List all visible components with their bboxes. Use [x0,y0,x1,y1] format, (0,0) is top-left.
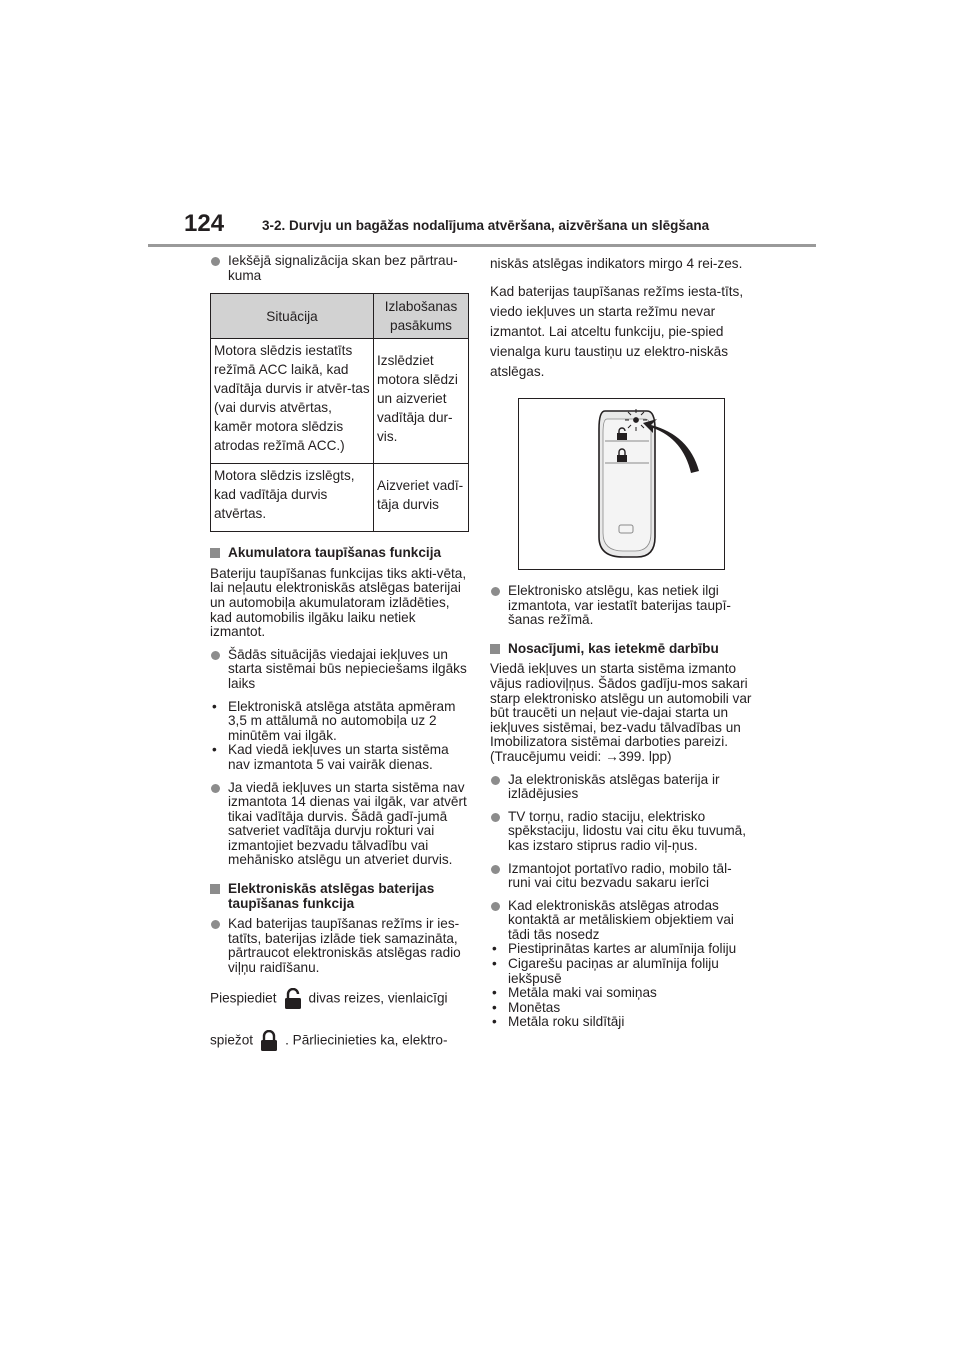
metal-objects-list [490,942,752,1030]
list-item: • Kad viedā iekļuves un starta sistēma nav izmantota 5 vai vairāk dienas. [210,743,470,772]
bullet-tv-towers: TV torņu, radio staciju, elektrisko spēkstaciju, lidostu vai citu ēku tuvumā, kas izstaro stiprus radio viļ-ņus. [490,810,752,854]
bullet-14-days: Ja viedā iekļuves un starta sistēma nav izmantota 14 dienas vai ilgāk, var atvērt tikai vadītāja durvis. Šādā gadī-jumā satveriet vadītāja durvju rokturi vai izmantojiet bezvadu tālvadību vai mehānisko atslēgu un atveriet durvis. [210,781,470,869]
press-text-c: spiežot [210,1032,254,1048]
press-text-d: . Pārliecinieties ka, elektro- [285,1032,448,1048]
list-item: • Piestiprinātas kartes ar alumīnija foliju [490,942,752,957]
unlock-icon [283,988,303,1010]
list-item: • Metāla roku sildītāji [490,1015,752,1030]
press-text-b: divas reizes, vienlaicīgi [308,990,448,1006]
bullet-dead-battery: Ja elektroniskās atslēgas baterija ir izlādējusies [490,773,752,802]
para-conditions: Viedā iekļuves un starta sistēma izmanto vājus radioviļņus. Šādos gadīju-mos sakari starp elektronisko atslēgu un automobili var būt traucēti un neļaut vie-dajai starta un iekļuves sistēmai, bez-vadu tālvadības un Imobilizatora sistēmai darboties pareizi. (Traucējumu veidi: →399. lpp) [490,661,752,764]
bullet-metal-contact: Kad elektroniskās atslēgas atrodas kontaktā ar metāliskiem objektiem vai tādi tās nosedz [490,899,752,943]
table-cell-situation: Motora slēdzis iestatīts režīmā ACC laikā, kad vadītāja durvis ir atvēr-tas (vai durvis atvērtas, kamēr motora slēdzis atrodas režīmā ACC.) [211,339,374,464]
bullet-key-battery: Kad baterijas taupīšanas režīms ir ies-tatīts, baterijas izlāde tiek samazināta, pārtraucot elektroniskās atslēgas radio viļņu raidīšanu. [210,917,470,975]
bullet-alarm: Iekšējā signalizācija skan bez pārtrau-kuma [210,254,470,283]
list-item: • Monētas [490,1001,752,1016]
indicator-blink-icon [625,409,647,431]
situations-list [210,700,470,773]
table-row [211,464,469,532]
bullet-portable-radio: Izmantojot portatīvo radio, mobilo tāl-runi vai citu bezvadu sakaru ierīci [490,862,752,891]
bullet-situations: Šādās situācijās viedajai iekļuves un starta sistēmai būs nepieciešams ilgāks laiks [210,648,470,692]
situation-table [210,293,469,532]
key-fob-illustration [518,398,725,570]
table-cell-remedy: Aizveriet vadī-tāja durvis [374,464,469,532]
list-item: • Cigarešu paciņas ar alumīnija foliju iekšpusē [490,957,752,986]
para-indicator-blinks: niskās atslēgas indikators mirgo 4 rei-zes. [490,256,743,271]
table-cell-situation: Motora slēdzis izslēgts, kad vadītāja durvis atvērtas. [211,464,374,532]
section-title: 3-2. Durvju un bagāžas nodalījuma atvēršana, aizvēršana un slēgšana [262,218,710,233]
para-cancel-function: Kad baterijas taupīšanas režīms iesta-tīts, viedo iekļuves un starta režīmu nevar izmantot. Lai atceltu funkciju, pie-spied vienalga kuru taustiņu uz elektro-niskās atslēgas. [490,284,744,379]
bullet-unused-key: Elektronisko atslēgu, kas netiek ilgi izmantota, var iestatīt baterijas taupī-šanas režīmā. [490,584,752,628]
press-instruction [210,988,470,1052]
list-item: • Elektroniskā atslēga atstāta apmēram 3,5 m attālumā no automobiļa uz 2 minūtēm vai ilgāk. [210,700,470,744]
heading-key-battery-saving: Elektroniskās atslēgas baterijas taupīšanas funkcija [210,882,470,911]
page-number: 124 [184,210,225,237]
heading-conditions: Nosacījumi, kas ietekmē darbību [490,642,752,657]
list-item: • Metāla maki vai somiņas [490,986,752,1001]
table-cell-remedy: Izslēdziet motora slēdzi un aizveriet vadītāja dur-vis. [374,339,469,464]
page-header [148,212,816,246]
right-column [490,254,752,1038]
header-divider [148,244,816,247]
press-text-a: Piespiediet [210,990,277,1006]
lock-icon [259,1030,279,1052]
table-row [211,339,469,464]
left-column [210,254,470,1060]
table-header-row [211,294,469,339]
table-header-situation: Situācija [211,294,374,339]
heading-battery-saving: Akumulatora taupīšanas funkcija [210,546,470,561]
table-header-remedy: Izlabošanas pasākums [374,294,469,339]
para-battery-saving: Bateriju taupīšanas funkcijas tiks akti-vēta, lai neļautu elektroniskās atslēgas baterijai un automobiļa akumulatoram izlādēties, kad automobilis ilgāku laiku netiek izmantot. [210,565,467,640]
